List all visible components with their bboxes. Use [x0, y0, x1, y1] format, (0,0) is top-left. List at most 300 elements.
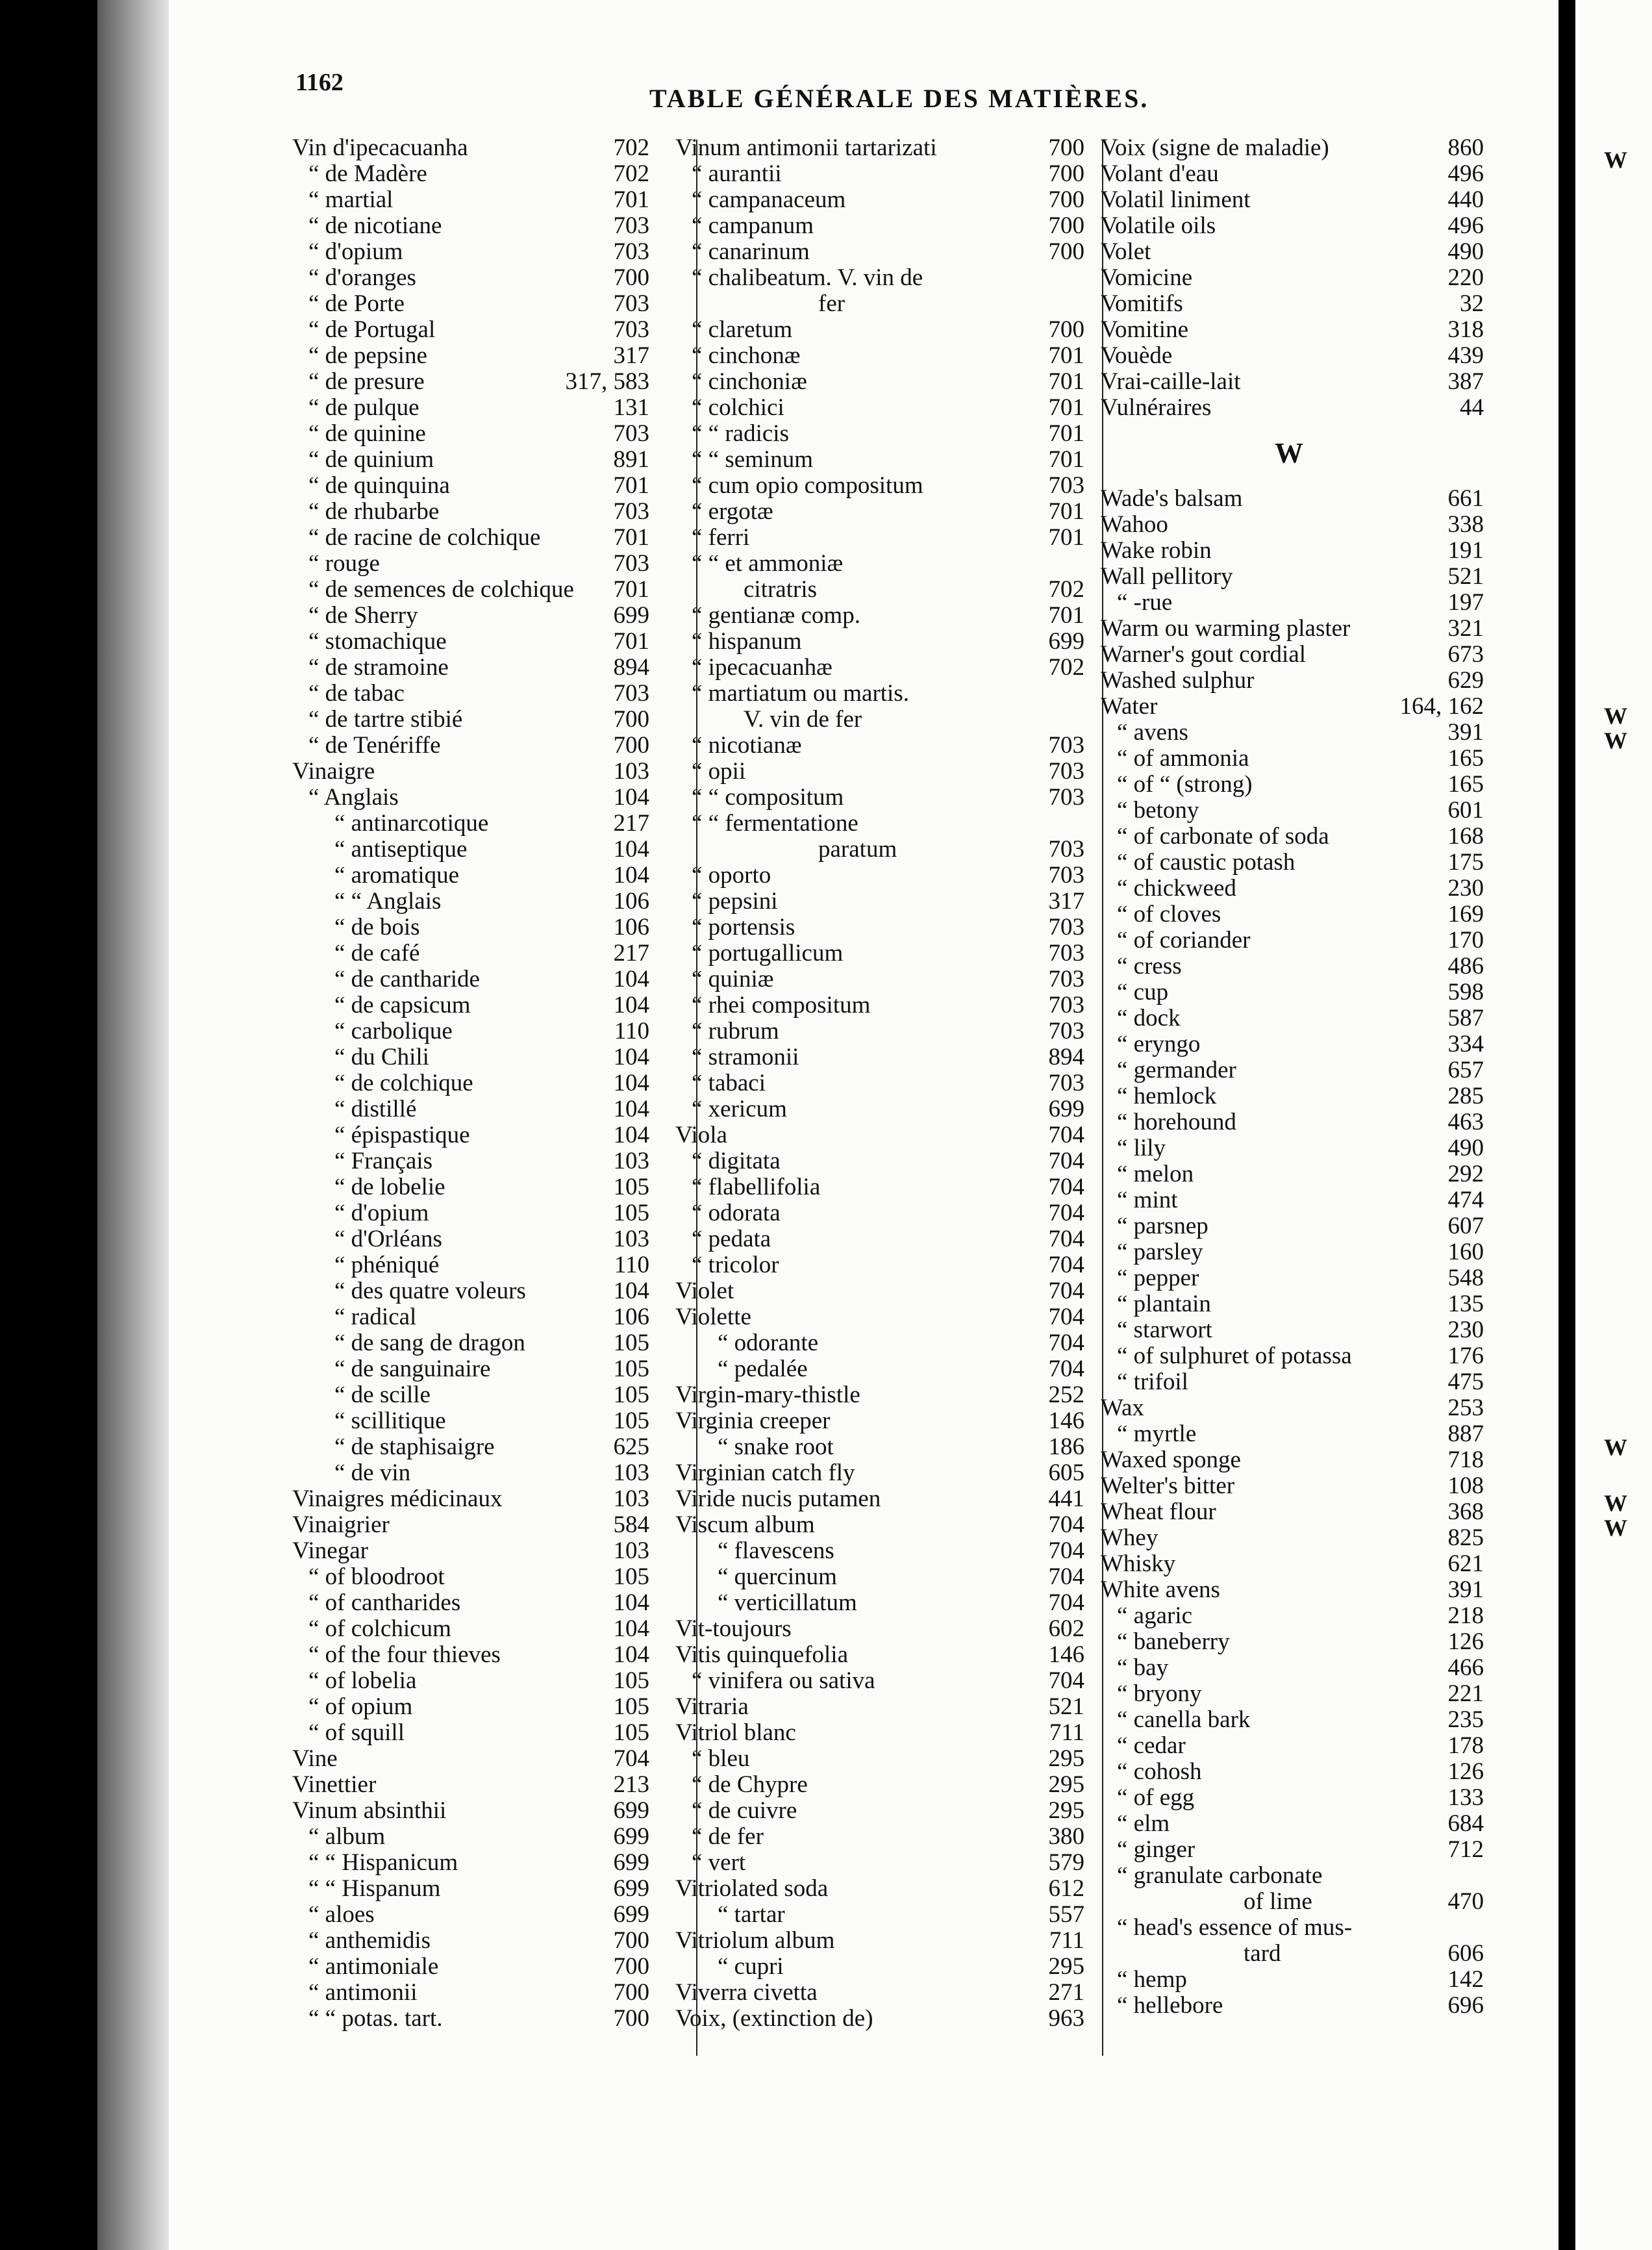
- entry-page-ref: 699: [613, 602, 649, 629]
- entry-page-ref: 213: [613, 1771, 649, 1798]
- entry-page-ref: 105: [613, 1382, 649, 1408]
- entry-term: “ of ammonia: [1117, 745, 1249, 772]
- entry-page-ref: 703: [1048, 1070, 1084, 1096]
- index-entry: [669, 1434, 1084, 1460]
- entry-page-ref: 699: [613, 1901, 649, 1928]
- entry-page-ref: 104: [613, 1278, 649, 1304]
- entry-page-ref: 703: [1048, 1018, 1084, 1044]
- entry-page-ref: 607: [1447, 1213, 1484, 1239]
- entry-term: “ de rhubarbe: [308, 498, 440, 525]
- entry-page-ref: 321: [1447, 615, 1484, 642]
- entry-term: “ de nicotiane: [308, 212, 442, 239]
- entry-page-ref: 703: [613, 238, 649, 265]
- index-entry: [669, 1538, 1084, 1564]
- entry-term: “ hellebore: [1117, 1992, 1223, 2019]
- entry-term: “ de vin: [334, 1460, 411, 1486]
- index-entry: [669, 1408, 1084, 1434]
- entry-term: “ claretum: [692, 316, 793, 343]
- entry-page-ref: 703: [1048, 992, 1084, 1018]
- entry-page-ref: 700: [1048, 186, 1084, 213]
- entry-page-ref: 703: [613, 680, 649, 707]
- entry-term: “ cohosh: [1117, 1758, 1202, 1785]
- index-entry: [1094, 1967, 1484, 1993]
- entry-term: “ de Chypre: [692, 1771, 808, 1798]
- index-entry: [669, 525, 1084, 551]
- entry-page-ref: 178: [1447, 1732, 1484, 1759]
- entry-page-ref: 704: [1048, 1356, 1084, 1382]
- entry-term: “ nicotianæ: [692, 732, 802, 759]
- index-entry: [1094, 1889, 1484, 1915]
- entry-page-ref: 703: [1048, 784, 1084, 811]
- index-entry: [669, 1304, 1084, 1330]
- entry-term: “ of caustic potash: [1117, 849, 1295, 876]
- index-entry: [286, 447, 649, 473]
- entry-page-ref: 704: [1048, 1304, 1084, 1330]
- index-entry: [286, 837, 649, 863]
- index-entry: [1094, 1265, 1484, 1291]
- entry-page-ref: 338: [1447, 511, 1484, 538]
- entry-term: Volant d'eau: [1101, 160, 1219, 187]
- entry-term: Vrai-caille-lait: [1101, 368, 1241, 395]
- entry-term: “ “ et ammoniæ: [692, 550, 844, 577]
- entry-term: “ trifoil: [1117, 1369, 1188, 1395]
- entry-page-ref: 104: [613, 1641, 649, 1668]
- index-entry: [1094, 395, 1484, 421]
- next-page-letter: W: [1604, 147, 1627, 173]
- entry-term: “ de racine de colchique: [308, 524, 541, 551]
- entry-page-ref: 105: [613, 1408, 649, 1434]
- entry-term: “ de stramoine: [308, 654, 449, 681]
- entry-page-ref: 702: [1048, 654, 1084, 681]
- entry-term: “ betony: [1117, 797, 1199, 824]
- index-entry: [286, 1096, 649, 1122]
- entry-page-ref: 699: [613, 1797, 649, 1824]
- entry-term: “ elm: [1117, 1810, 1170, 1837]
- entry-page-ref: 700: [1048, 316, 1084, 343]
- index-entry: [286, 1538, 649, 1564]
- index-entry: [669, 577, 1084, 603]
- entry-page-ref: 142: [1447, 1966, 1484, 1993]
- index-entry: [286, 603, 649, 629]
- index-entry: [286, 1252, 649, 1278]
- entry-page-ref: 106: [613, 914, 649, 941]
- entry-term: “ de Madère: [308, 160, 427, 187]
- index-entry: [286, 421, 649, 447]
- entry-term: “ of carbonate of soda: [1117, 823, 1329, 850]
- index-entry: [669, 1330, 1084, 1356]
- entry-term: Wheat flour: [1101, 1498, 1216, 1525]
- entry-term: Vulnéraires: [1101, 394, 1212, 421]
- entry-page-ref: 700: [613, 732, 649, 759]
- index-entry: [1094, 1239, 1484, 1265]
- entry-term: “ digitata: [692, 1148, 781, 1174]
- entry-page-ref: 334: [1447, 1031, 1484, 1057]
- entry-page-ref: 126: [1447, 1758, 1484, 1785]
- entry-page-ref: 684: [1447, 1810, 1484, 1837]
- entry-page-ref: 825: [1447, 1524, 1484, 1551]
- index-entry: [669, 265, 1084, 291]
- entry-page-ref: 701: [613, 524, 649, 551]
- entry-page-ref: 218: [1447, 1602, 1484, 1629]
- index-entry: [286, 681, 649, 707]
- entry-page-ref: 104: [613, 992, 649, 1018]
- entry-term: “ de tabac: [308, 680, 405, 707]
- index-entry: [669, 759, 1084, 785]
- entry-term: “ de cuivre: [692, 1797, 797, 1824]
- entry-page-ref: 105: [613, 1563, 649, 1590]
- entry-page-ref: 160: [1447, 1239, 1484, 1265]
- entry-page-ref: 441: [1048, 1485, 1084, 1512]
- index-entry: [1094, 1421, 1484, 1447]
- index-entry: [1094, 291, 1484, 317]
- index-entry: [286, 967, 649, 992]
- index-entry: [1094, 187, 1484, 213]
- entry-page-ref: 704: [1048, 1537, 1084, 1564]
- entry-term: “ vinifera ou sativa: [692, 1667, 875, 1694]
- entry-page-ref: 106: [613, 888, 649, 915]
- entry-term: “ phéniqué: [334, 1252, 440, 1278]
- entry-page-ref: 103: [613, 1226, 649, 1252]
- entry-page-ref: 703: [1048, 472, 1084, 499]
- index-entry: [1094, 564, 1484, 590]
- entry-term: citratris: [744, 576, 818, 603]
- entry-page-ref: 110: [614, 1252, 649, 1278]
- index-entry: [1094, 668, 1484, 694]
- entry-page-ref: 703: [1048, 758, 1084, 785]
- book-gutter: [97, 0, 169, 2250]
- entry-term: “ rouge: [308, 550, 380, 577]
- entry-term: “ antiseptique: [334, 836, 468, 863]
- entry-term: “ hemp: [1117, 1966, 1187, 1993]
- index-entry: [286, 369, 649, 395]
- entry-page-ref: 105: [613, 1174, 649, 1200]
- entry-term: “ “ seminum: [692, 446, 814, 473]
- entry-page-ref: 439: [1447, 342, 1484, 369]
- entry-page-ref: 703: [1048, 914, 1084, 941]
- index-entry: [669, 1460, 1084, 1486]
- entry-page-ref: 230: [1447, 875, 1484, 902]
- entry-term: “ de fer: [692, 1823, 764, 1850]
- entry-page-ref: 605: [1048, 1460, 1084, 1486]
- entry-page-ref: 496: [1447, 212, 1484, 239]
- index-entry: [286, 733, 649, 759]
- entry-term: “ verticillatum: [718, 1589, 857, 1616]
- entry-page-ref: 673: [1447, 641, 1484, 668]
- entry-page-ref: 105: [613, 1200, 649, 1226]
- entry-term: Vit-toujours: [675, 1615, 792, 1642]
- entry-page-ref: 700: [613, 1979, 649, 2006]
- entry-page-ref: 703: [613, 316, 649, 343]
- index-entry: [669, 187, 1084, 213]
- entry-page-ref: 621: [1447, 1550, 1484, 1577]
- entry-page-ref: 701: [1048, 420, 1084, 447]
- entry-page-ref: 701: [613, 576, 649, 603]
- entry-page-ref: 704: [1048, 1252, 1084, 1278]
- index-entry: [286, 1018, 649, 1044]
- index-entry: [286, 2006, 649, 2032]
- entry-term: “ antimonii: [308, 1979, 418, 2006]
- entry-term: “ xericum: [692, 1096, 787, 1122]
- index-entry: [286, 1460, 649, 1486]
- entry-term: Vinegar: [292, 1537, 368, 1564]
- entry-page-ref: 170: [1447, 927, 1484, 954]
- entry-term: “ de cantharide: [334, 966, 480, 992]
- entry-term: “ de scille: [334, 1382, 431, 1408]
- entry-page-ref: 105: [613, 1719, 649, 1746]
- entry-term: Virginian catch fly: [675, 1460, 855, 1486]
- entry-page-ref: 490: [1447, 238, 1484, 265]
- index-entry: [286, 759, 649, 785]
- entry-term: “ oporto: [692, 862, 771, 889]
- entry-page-ref: 963: [1048, 2005, 1084, 2032]
- entry-term: “ tricolor: [692, 1252, 779, 1278]
- entry-page-ref: 711: [1049, 1719, 1084, 1746]
- index-entry: [286, 291, 649, 317]
- index-entry: [286, 1980, 649, 2006]
- next-page-edge: [1575, 0, 1652, 2250]
- entry-page-ref: 292: [1447, 1161, 1484, 1187]
- entry-page-ref: 103: [613, 1148, 649, 1174]
- index-entry: [669, 1226, 1084, 1252]
- entry-page-ref: 704: [1048, 1226, 1084, 1252]
- entry-page-ref: 702: [613, 134, 649, 161]
- entry-term: Violet: [675, 1278, 734, 1304]
- entry-page-ref: 146: [1048, 1408, 1084, 1434]
- entry-term: “ cinchonæ: [692, 342, 801, 369]
- entry-term: “ de tartre stibié: [308, 706, 463, 733]
- index-entry: [669, 551, 1084, 577]
- index-entry: [1094, 369, 1484, 395]
- index-entry: [1094, 1395, 1484, 1421]
- index-entry: [669, 1746, 1084, 1772]
- entry-term: “ of cloves: [1117, 901, 1221, 928]
- index-entry: [669, 213, 1084, 239]
- entry-term: “ avens: [1117, 719, 1188, 746]
- index-entry: [286, 655, 649, 681]
- entry-term: “ ferri: [692, 524, 750, 551]
- entry-page-ref: 894: [1048, 1044, 1084, 1070]
- index-entry: [1094, 1525, 1484, 1551]
- entry-page-ref: 466: [1447, 1654, 1484, 1681]
- entry-page-ref: 108: [1447, 1473, 1484, 1499]
- entry-term: “ ipecacuanhæ: [692, 654, 832, 681]
- entry-term: “ chickweed: [1117, 875, 1236, 902]
- entry-page-ref: 217: [613, 810, 649, 837]
- index-entry: [669, 733, 1084, 759]
- entry-page-ref: 521: [1048, 1693, 1084, 1720]
- index-entry: [669, 1668, 1084, 1694]
- entry-page-ref: 579: [1048, 1849, 1084, 1876]
- entry-term: Vitis quinquefolia: [675, 1641, 848, 1668]
- entry-term: “ campanum: [692, 212, 814, 239]
- index-entry: [1094, 1603, 1484, 1629]
- entry-page-ref: 104: [613, 1615, 649, 1642]
- index-entry: [669, 1720, 1084, 1746]
- entry-page-ref: 463: [1447, 1109, 1484, 1135]
- index-entry: [286, 1330, 649, 1356]
- entry-page-ref: 104: [613, 862, 649, 889]
- entry-page-ref: 368: [1447, 1498, 1484, 1525]
- entry-page-ref: 629: [1447, 667, 1484, 694]
- entry-term: Volet: [1101, 238, 1151, 265]
- entry-page-ref: 602: [1048, 1615, 1084, 1642]
- entry-term: “ campanaceum: [692, 186, 846, 213]
- entry-term: “ hispanum: [692, 628, 802, 655]
- index-entry: [286, 1590, 649, 1616]
- index-entry: [286, 863, 649, 889]
- entry-page-ref: 703: [613, 498, 649, 525]
- index-entry: [286, 1720, 649, 1746]
- index-entry: [286, 473, 649, 499]
- entry-term: “ lily: [1117, 1135, 1166, 1161]
- next-page-letter: W: [1604, 727, 1627, 753]
- entry-term: “ de Portugal: [308, 316, 436, 343]
- entry-page-ref: 391: [1447, 719, 1484, 746]
- entry-page-ref: 703: [1048, 940, 1084, 967]
- entry-page-ref: 704: [1048, 1174, 1084, 1200]
- index-entry: [669, 1382, 1084, 1408]
- index-entry: [286, 1070, 649, 1096]
- index-entry: [286, 707, 649, 733]
- entry-page-ref: 887: [1447, 1421, 1484, 1447]
- index-entry: [669, 1928, 1084, 1954]
- index-entry: [669, 1902, 1084, 1928]
- index-entry: [286, 785, 649, 811]
- entry-page-ref: 701: [1048, 368, 1084, 395]
- index-entry: [1094, 902, 1484, 928]
- entry-page-ref: 661: [1447, 485, 1484, 512]
- index-entry: [669, 941, 1084, 967]
- index-entry: [669, 1356, 1084, 1382]
- entry-page-ref: 598: [1447, 979, 1484, 1005]
- entry-term: “ cinchoniæ: [692, 368, 807, 395]
- entry-page-ref: 106: [613, 1304, 649, 1330]
- entry-term: “ “ Anglais: [334, 888, 442, 915]
- running-head: TABLE GÉNÉRALE DES MATIÈRES.: [649, 84, 1149, 113]
- entry-page-ref: 176: [1447, 1343, 1484, 1369]
- entry-page-ref: 700: [613, 264, 649, 291]
- entry-term: Wake robin: [1101, 537, 1212, 564]
- entry-page-ref: 104: [613, 1589, 649, 1616]
- index-entry: [1094, 1941, 1484, 1967]
- entry-term: “ de presure: [308, 368, 425, 395]
- index-entry: [1094, 1499, 1484, 1525]
- index-entry: [669, 1876, 1084, 1902]
- entry-term: Violette: [675, 1304, 751, 1330]
- entry-page-ref: 104: [613, 966, 649, 992]
- entry-page-ref: 584: [613, 1511, 649, 1538]
- entry-term: “ portensis: [692, 914, 795, 941]
- index-entry: [669, 369, 1084, 395]
- index-entry: [286, 395, 649, 421]
- entry-term: “ de bois: [334, 914, 420, 941]
- entry-term: “ cupri: [718, 1953, 784, 1980]
- entry-term: Wall pellitory: [1101, 563, 1233, 590]
- index-entry: [1094, 1291, 1484, 1317]
- index-entry: [669, 1070, 1084, 1096]
- entry-term: “ pedalée: [718, 1356, 808, 1382]
- index-entry: [1094, 642, 1484, 668]
- entry-page-ref: 126: [1447, 1628, 1484, 1655]
- entry-page-ref: 217: [613, 940, 649, 967]
- entry-term: Vomitine: [1101, 316, 1188, 343]
- entry-page-ref: 704: [1048, 1563, 1084, 1590]
- entry-term: “ -rue: [1117, 589, 1173, 616]
- index-entry: [669, 161, 1084, 187]
- index-entry: [286, 889, 649, 915]
- entry-term: “ hemlock: [1117, 1083, 1217, 1109]
- entry-page-ref: 104: [613, 1044, 649, 1070]
- entry-page-ref: 704: [1048, 1122, 1084, 1148]
- index-entry: [669, 1278, 1084, 1304]
- entry-term: tard: [1244, 1940, 1281, 1967]
- index-entry: [669, 239, 1084, 265]
- index-entry: [286, 135, 649, 161]
- entry-page-ref: 704: [613, 1745, 649, 1772]
- entry-page-ref: 235: [1447, 1706, 1484, 1733]
- entry-term: “ “ compositum: [692, 784, 844, 811]
- entry-page-ref: 470: [1447, 1888, 1484, 1915]
- entry-term: “ ginger: [1117, 1836, 1195, 1863]
- index-entry: [669, 1798, 1084, 1824]
- index-column-1: [286, 135, 649, 2032]
- entry-term: “ of cantharides: [308, 1589, 461, 1616]
- index-entry: [669, 1824, 1084, 1850]
- page-divider: [1558, 0, 1575, 2250]
- entry-page-ref: 496: [1447, 160, 1484, 187]
- index-entry: [1094, 1577, 1484, 1603]
- entry-page-ref: 105: [613, 1330, 649, 1356]
- entry-page-ref: 704: [1048, 1148, 1084, 1174]
- entry-page-ref: 271: [1048, 1979, 1084, 2006]
- entry-term: Viscum album: [675, 1511, 815, 1538]
- entry-term: “ baneberry: [1117, 1628, 1230, 1655]
- index-entry: [286, 1512, 649, 1538]
- entry-page-ref: 295: [1048, 1771, 1084, 1798]
- index-entry: [1094, 1135, 1484, 1161]
- entry-term: “ flabellifolia: [692, 1174, 821, 1200]
- entry-page-ref: 104: [613, 1096, 649, 1122]
- entry-page-ref: 104: [613, 784, 649, 811]
- entry-term: of lime: [1244, 1888, 1312, 1915]
- entry-page-ref: 391: [1447, 1576, 1484, 1603]
- entry-page-ref: 440: [1447, 186, 1484, 213]
- entry-page-ref: 197: [1447, 589, 1484, 616]
- entry-term: “ antimoniale: [308, 1953, 439, 1980]
- index-entry: [286, 992, 649, 1018]
- index-entry: [669, 1772, 1084, 1798]
- entry-term: “ of coriander: [1117, 927, 1251, 954]
- entry-term: Vomicine: [1101, 264, 1193, 291]
- entry-term: Viverra civetta: [675, 1979, 818, 2006]
- index-entry: [1094, 1551, 1484, 1577]
- entry-term: “ de café: [334, 940, 420, 967]
- entry-page-ref: 295: [1048, 1745, 1084, 1772]
- index-entry: [1094, 980, 1484, 1005]
- entry-page-ref: 711: [1049, 1927, 1084, 1954]
- entry-term: “ distillé: [334, 1096, 417, 1122]
- next-page-letter: W: [1604, 1434, 1627, 1460]
- entry-page-ref: 105: [613, 1667, 649, 1694]
- index-entry: [286, 811, 649, 837]
- entry-term: “ de quinquina: [308, 472, 450, 499]
- entry-term: “ cress: [1117, 953, 1182, 980]
- entry-term: “ bleu: [692, 1745, 750, 1772]
- entry-term: “ de pulque: [308, 394, 419, 421]
- index-entry: [286, 941, 649, 967]
- index-entry: [669, 1148, 1084, 1174]
- index-entry: [1094, 850, 1484, 876]
